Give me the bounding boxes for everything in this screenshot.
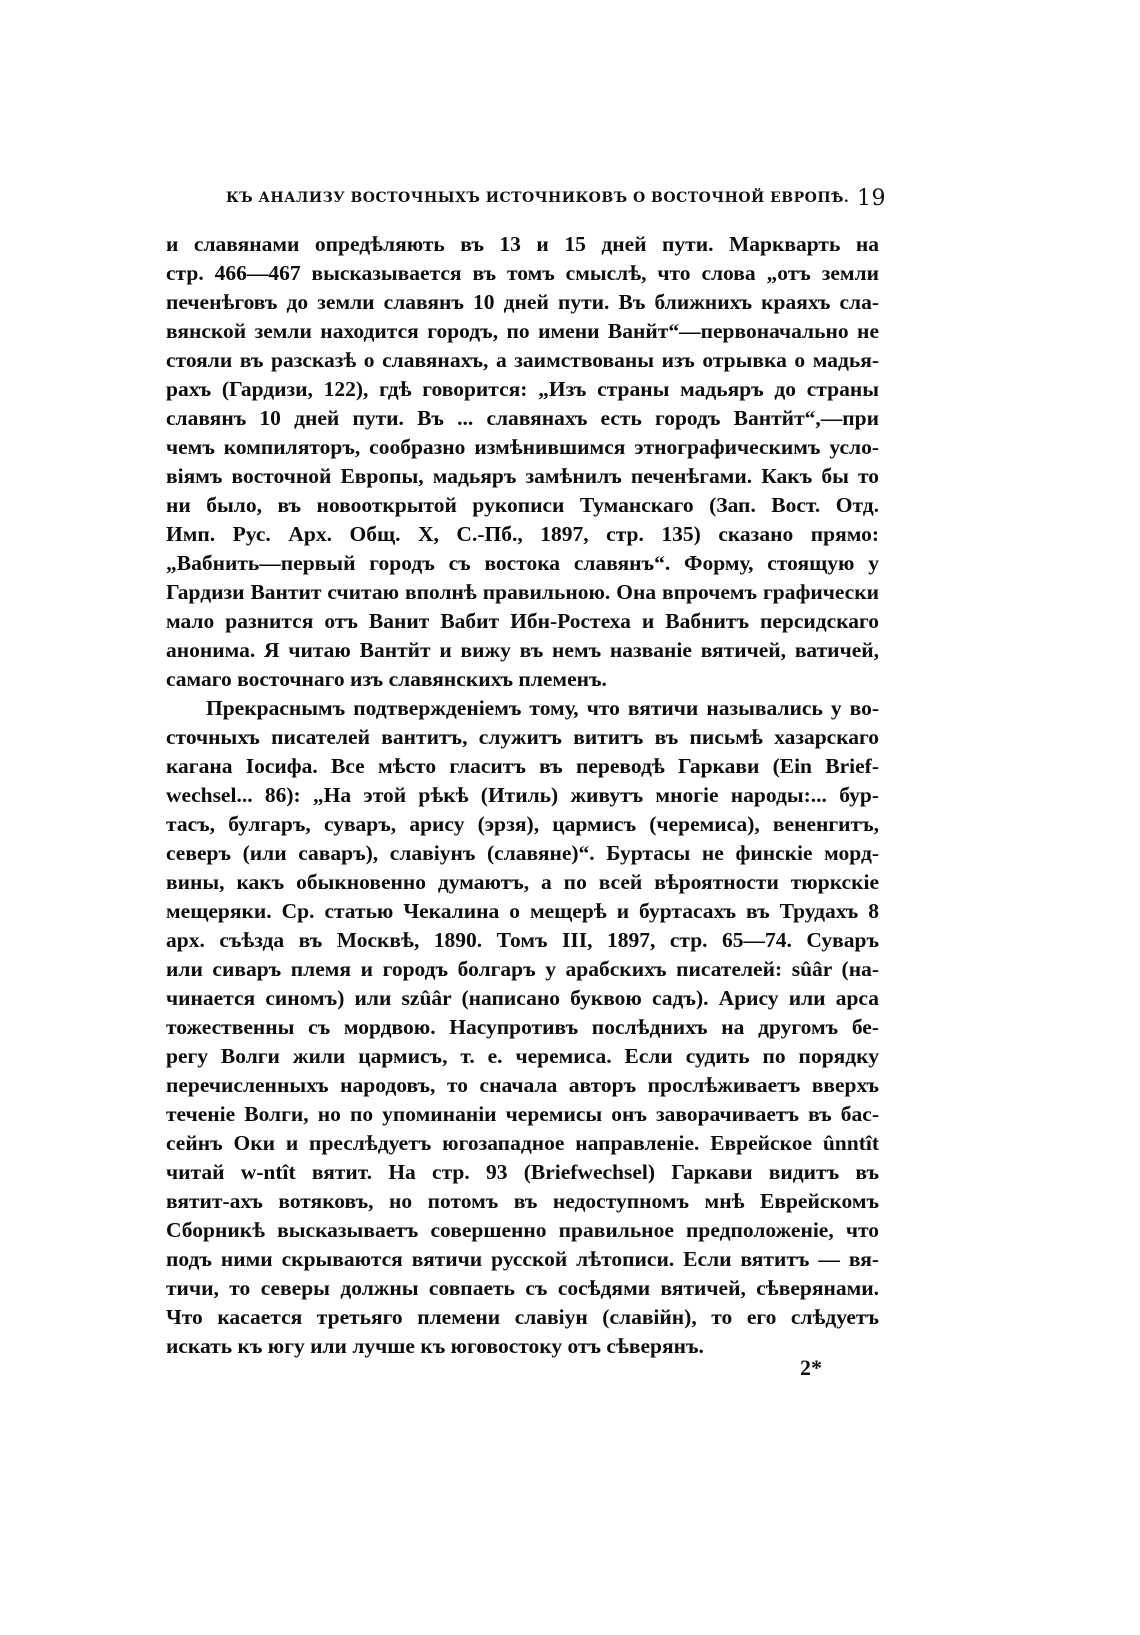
text-line: сейнъ Оки и преслѣдуетъ югозападное направленіе. Еврейское ûnntît — [166, 1131, 879, 1155]
text-line: „Вабнить—первый городъ съ востока славянъ“. Форму, стоящую у — [166, 551, 879, 575]
running-head-title: КЪ АНАЛИЗУ ВОСТОЧНЫХЪ ИСТОЧНИКОВЪ О ВОСТОЧНОЙ ЕВРОПѢ. — [226, 190, 850, 206]
text-line: чемъ компиляторъ, сообразно измѣнившимся этнографическимъ усло- — [166, 435, 879, 459]
text-line: северъ (или саваръ), славіунъ (славяне)“. Буртасы не финскіе морд- — [166, 841, 879, 865]
text-line: мещеряки. Ср. статью Чекалина о мещерѣ и буртасахъ въ Трудахъ 8 — [166, 899, 879, 923]
text-line: искать къ югу или лучше къ юговостоку отъ сѣверянъ. — [166, 1334, 704, 1358]
text-line: Имп. Рус. Арх. Общ. X, С.-Пб., 1897, стр. 135) сказано прямо: — [166, 522, 879, 546]
text-line: самаго восточнаго изъ славянскихъ племенъ. — [166, 667, 607, 691]
paragraph-1 — [166, 230, 879, 694]
text-line: тичи, то северы должны совпаеть съ сосѣдями вятичей, сѣверянами. — [166, 1276, 879, 1300]
text-line: рахъ (Гардизи, 122), гдѣ говорится: „Изъ страны мадьяръ до страны — [166, 377, 879, 401]
text-line: и славянами опредѣляють въ 13 и 15 дней пути. Маркварть на — [166, 232, 879, 256]
text-line: теченіе Волги, но по упоминаніи черемисы онъ заворачиваетъ въ бас- — [166, 1102, 879, 1126]
text-line: кагана Іосифа. Все мѣсто гласитъ въ переводѣ Гаркави (Ein Brief- — [166, 754, 879, 778]
text-line: сточныхъ писателей вантитъ, служитъ вититъ въ письмѣ хазарскаго — [166, 725, 879, 749]
text-line: подъ ними скрываются вятичи русской лѣтописи. Если вятитъ — вя- — [166, 1247, 879, 1271]
running-head — [226, 186, 886, 216]
signature-mark: 2* — [800, 1355, 822, 1380]
text-line: перечисленныхъ народовъ, то сначала авторъ прослѣживаетъ вверхъ — [166, 1073, 879, 1097]
text-line: тожественны съ мордвою. Насупротивъ послѣднихъ на другомъ бе- — [166, 1015, 879, 1039]
text-line: wechsel... 86): „На этой рѣкѣ (Итиль) живутъ многіе народы:... бур- — [166, 783, 879, 807]
text-line: или сиваръ племя и городъ болгаръ у арабскихъ писателей: sûâr (на- — [166, 957, 879, 981]
text-line: тасъ, булгаръ, суваръ, арису (эрзя), цармисъ (черемиса), вененгитъ, — [166, 812, 879, 836]
text-line: віямъ восточной Европы, мадьяръ замѣнилъ печенѣгами. Какъ бы то — [166, 464, 879, 488]
text-line: печенѣговъ до земли славянъ 10 дней пути. Въ ближнихъ краяхъ сла- — [166, 290, 879, 314]
text-line: регу Волги жили цармисъ, т. е. черемиса. Если судить по порядку — [166, 1044, 879, 1068]
text-line: вянской земли находится городъ, по имени Ванйт“—первоначально не — [166, 319, 879, 343]
text-line: читай w-ntît вятит. На стр. 93 (Briefwechsel) Гаркави видитъ въ — [166, 1160, 879, 1184]
text-line: арх. съѣзда въ Москвѣ, 1890. Томъ III, 1897, стр. 65—74. Суваръ — [166, 928, 879, 952]
text-line: славянъ 10 дней пути. Въ ... славянахъ есть городъ Вантйт“,—при — [166, 406, 879, 430]
text-line: вятит-ахъ вотяковъ, но потомъ въ недоступномъ мнѣ Еврейскомъ — [166, 1189, 879, 1213]
text-line: ни было, въ новооткрытой рукописи Туманскаго (Зап. Вост. Отд. — [166, 493, 879, 517]
text-line: Прекраснымъ подтвержденіемъ тому, что вятичи назывались у во- — [206, 696, 879, 720]
body-text — [166, 230, 879, 1361]
text-line: мало разнится отъ Ванит Вабит Ибн-Ростеха и Вабнитъ персидскаго — [166, 609, 879, 633]
text-line: вины, какъ обыкновенно думаютъ, а по всей вѣроятности тюркскіе — [166, 870, 879, 894]
text-line: Сборникѣ высказываетъ совершенно правильное предположеніе, что — [166, 1218, 879, 1242]
page-number: 19 — [857, 186, 886, 211]
text-line: чинается синомъ) или szûâr (написано буквою садъ). Арису или арса — [166, 986, 879, 1010]
text-line: стр. 466—467 высказывается въ томъ смыслѣ, что слова „отъ земли — [166, 261, 879, 285]
text-line: Гардизи Вантит считаю вполнѣ правильною. Она впрочемъ графически — [166, 580, 879, 604]
text-line: Что касается третьяго племени славіун (славійн), то его слѣдуетъ — [166, 1305, 879, 1329]
paragraph-2 — [166, 694, 879, 1361]
text-line: стояли въ разсказѣ о славянахъ, а заимствованы изъ отрывка о мадья- — [166, 348, 879, 372]
text-line: анонима. Я читаю Вантйт и вижу въ немъ названіе вятичей, ватичей, — [166, 638, 879, 662]
